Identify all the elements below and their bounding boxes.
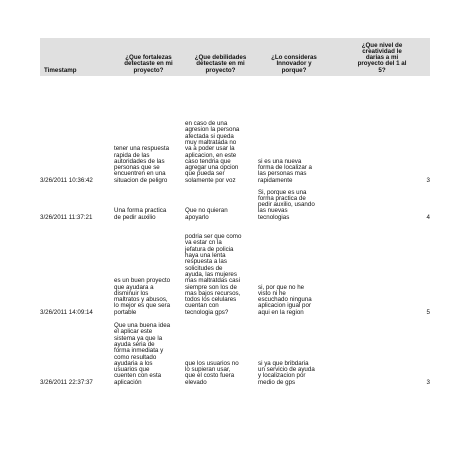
header-strengths: ¿Que fortalezas detectaste en mi proyecto? (124, 54, 173, 74)
cell-strengths: Una forma practica de pedir auxilio (114, 207, 167, 221)
table-row (40, 221, 430, 316)
header-row (40, 38, 430, 76)
cell-strengths: tener una respuesta rapida de las autoridades de las personas que se encuentren en una situacion de peligro (114, 145, 170, 184)
cell-strengths: es un buen proyecto que ayudara a disminuir los maltratos y abusos, lo mejor es que sera portable (114, 277, 171, 316)
cell-innovative: si es una nueva forma de localizar a las personas mas rapidamente (258, 157, 312, 184)
cell-creativity: 5 (426, 308, 430, 316)
cell-weaknesses: podria ser que como va estar cn la jefatura de policia haya una lenta respuesta a las solicitudes de ayuda, las mujeres mas maltratdas casi siempre son los de mas bajos recursos, todos los celulares cuentan con tecnologia gps? (185, 233, 242, 316)
header-timestamp: Timestamp (44, 66, 77, 74)
table-row (40, 184, 430, 221)
header-weaknesses: ¿Que debilidades detectaste en mi proyecto? (194, 54, 247, 74)
cell-timestamp: 3/26/2011 11:37:21 (40, 213, 93, 221)
header-creativity: ¿Que nivel de creatividad le darias a mi proyecto del 1 al 5? (357, 41, 407, 74)
cell-weaknesses: Que no quieran apoyarlo (185, 207, 228, 221)
table-row (40, 316, 430, 386)
table-row (40, 76, 430, 184)
cell-timestamp: 3/26/2011 22:37:37 (40, 378, 93, 386)
spreadsheet (40, 38, 430, 386)
cell-weaknesses: que los usuarios no lo supieran usar, que el costo fuera elevado (185, 359, 239, 386)
cell-strengths: Que una buena idea el aplicar este sistema ya que la ayuda seria de forma inmediata y como resultado ayudaria a los usuarios que cuenten con esta aplicación (114, 322, 171, 386)
cell-weaknesses: en caso de una agresion la persona afectada si queda muy maltratada no va a poder usar la aplicacion, en este caso tendria que agregar una opcion que pueda ser solamente por voz (185, 120, 240, 184)
header-innovative: ¿Lo consideras Innovador y porque? (271, 54, 317, 74)
cell-timestamp: 3/26/2011 10:36:42 (40, 176, 93, 184)
cell-timestamp: 3/26/2011 14:09:14 (40, 308, 93, 316)
cell-innovative: si, por que no he visto ni he escuchado ninguna aplicacion igual por aqui en la region (258, 283, 312, 316)
cell-creativity: 3 (426, 176, 430, 184)
cell-innovative: Si, porque es una forma practica de pedir auxilio, usando las nuevas tecnologias (258, 188, 315, 221)
cell-creativity: 4 (426, 213, 430, 221)
cell-innovative: si ya que bribdaria un servicio de ayuda y localizacion por medio de gps (258, 359, 315, 386)
cell-creativity: 3 (426, 378, 430, 386)
